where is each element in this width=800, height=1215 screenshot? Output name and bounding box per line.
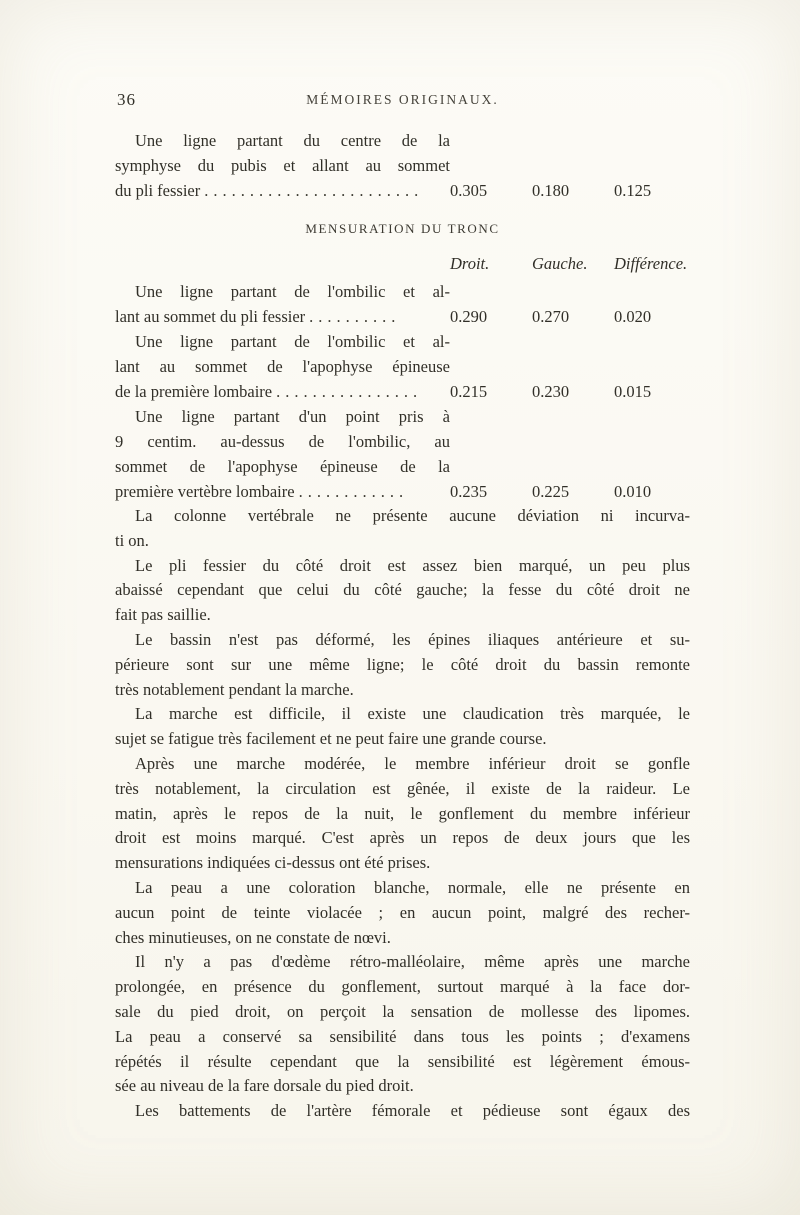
measure-label-line: Une ligne partant d'un point pris à (135, 407, 450, 426)
measure-value: 0.125 (614, 181, 652, 200)
measure-label-text: du pli fessier (115, 181, 201, 200)
intro-measurement-block (115, 128, 690, 203)
leader-dots: ........................ (204, 181, 424, 200)
measure-label-line: Une ligne partant de l'ombilic et al- (135, 282, 450, 301)
page-header (115, 88, 690, 116)
paragraph (115, 1099, 690, 1124)
paragraph-line: Les battements de l'artère fémorale et pédieuse sont égaux des (135, 1101, 690, 1121)
paragraph (115, 950, 690, 1099)
paragraph (115, 876, 690, 950)
paragraph-line: très notablement, la circulation est gênée, il existe de la raideur. Le (115, 778, 690, 798)
paragraph-line: prolongée, en présence du gonflement, surtout marqué à la face dor- (115, 977, 690, 997)
column-header-gauche: Gauche. (532, 254, 588, 273)
paragraph (115, 752, 690, 876)
measure-value: 0.270 (532, 307, 570, 326)
measure-value-line (115, 304, 690, 329)
paragraph-line: droit est moins marqué. C'est après un repos de deux jours que les (115, 828, 690, 848)
leader-dots: .......... (309, 307, 401, 326)
paragraph-line: aucun point de teinte violacée ; en aucun point, malgré des recher- (115, 902, 690, 922)
paragraph-line: périeure sont sur une même ligne; le côté droit du bassin remonte (115, 654, 690, 674)
paragraph-line: matin, après le repos de la nuit, le gonflement du membre inférieur (115, 803, 690, 823)
running-header: MÉMOIRES ORIGINAUX. (306, 92, 499, 107)
measure-label-line: symphyse du pubis et allant au sommet (115, 156, 450, 175)
measurement-table (115, 279, 690, 504)
paragraph-line: abaissé cependant que celui du côté gauche; la fesse du côté droit ne (115, 580, 690, 600)
paragraph (115, 504, 690, 554)
page-number: 36 (117, 90, 136, 109)
measure-value: 0.230 (532, 382, 570, 401)
measure-label (115, 304, 450, 329)
measure-label-text: première vertèbre lombaire (115, 482, 295, 501)
paragraph-line: mensurations indiquées ci-dessus ont été prises. (115, 853, 431, 873)
paragraph-line: La peau a une coloration blanche, normale, elle ne présente en (135, 877, 690, 897)
measure-value: 0.020 (614, 307, 652, 326)
body-paragraphs (115, 504, 690, 1124)
paragraph (115, 554, 690, 628)
paragraph (115, 628, 690, 702)
measure-label (115, 178, 450, 203)
measure-value-line (115, 479, 690, 504)
paragraph-line: Le pli fessier du côté droit est assez bien marqué, un peu plus (135, 555, 690, 575)
paragraph-line: La peau a conservé sa sensibilité dans tous les points ; d'examens (115, 1026, 690, 1046)
measure-value: 0.235 (450, 482, 488, 501)
measure-value: 0.305 (450, 181, 488, 200)
measure-label-text: de la première lombaire (115, 382, 273, 401)
paragraph-line: La marche est difficile, il existe une claudication très marquée, le (135, 704, 690, 724)
paragraph-line: ches minutieuses, on ne constate de nœvi. (115, 927, 391, 947)
measure-label-line: lant au sommet de l'apophyse épineuse (115, 357, 450, 376)
measure-label (115, 479, 450, 504)
measure-value: 0.225 (532, 482, 570, 501)
measure-label-line: Une ligne partant de l'ombilic et al- (135, 332, 450, 351)
measure-label-line: Une ligne partant du centre de la (135, 131, 450, 150)
paragraph (115, 702, 690, 752)
measure-label (115, 379, 450, 404)
paragraph-line: La colonne vertébrale ne présente aucune déviation ni incurva- (135, 506, 690, 525)
paragraph-line: très notablement pendant la marche. (115, 679, 354, 699)
measure-label-line: 9 centim. au-dessus de l'ombilic, au (115, 432, 450, 451)
paragraph-line: sée au niveau de la fare dorsale du pied droit. (115, 1076, 414, 1096)
measure-value: 0.180 (532, 181, 570, 200)
column-header-droit: Droit. (450, 254, 490, 273)
table-column-headers (115, 251, 690, 276)
measure-value-line (115, 379, 690, 404)
paragraph-line: ti on. (115, 530, 149, 550)
measure-value-line (115, 178, 690, 203)
measure-value: 0.015 (614, 382, 652, 401)
leader-dots: ............ (298, 482, 409, 501)
measure-label-line: sommet de l'apophyse épineuse de la (115, 457, 450, 476)
measure-value: 0.010 (614, 482, 652, 501)
paragraph-line: sujet se fatigue très facilement et ne peut faire une grande course. (115, 729, 547, 749)
column-spacer (115, 251, 450, 276)
paragraph-line: Après une marche modérée, le membre inférieur droit se gonfle (135, 753, 690, 773)
paragraph-line: répétés il résulte cependant que la sensibilité est légèrement émous- (115, 1051, 690, 1071)
measure-value: 0.215 (450, 382, 488, 401)
column-header-difference: Différence. (614, 254, 688, 273)
paragraph-line: fait pas saillie. (115, 605, 211, 625)
paragraph-line: Il n'y a pas d'œdème rétro-malléolaire, même après une marche (135, 952, 690, 972)
paragraph-line: Le bassin n'est pas déformé, les épines iliaques antérieure et su- (135, 629, 690, 649)
measure-value: 0.290 (450, 307, 488, 326)
section-title: MENSURATION DU TRONC (305, 221, 500, 236)
measure-label-text: lant au sommet du pli fessier (115, 307, 306, 326)
paragraph-line: sale du pied droit, on perçoit la sensation de mollesse des lipomes. (115, 1001, 690, 1021)
leader-dots: ................ (276, 382, 423, 401)
